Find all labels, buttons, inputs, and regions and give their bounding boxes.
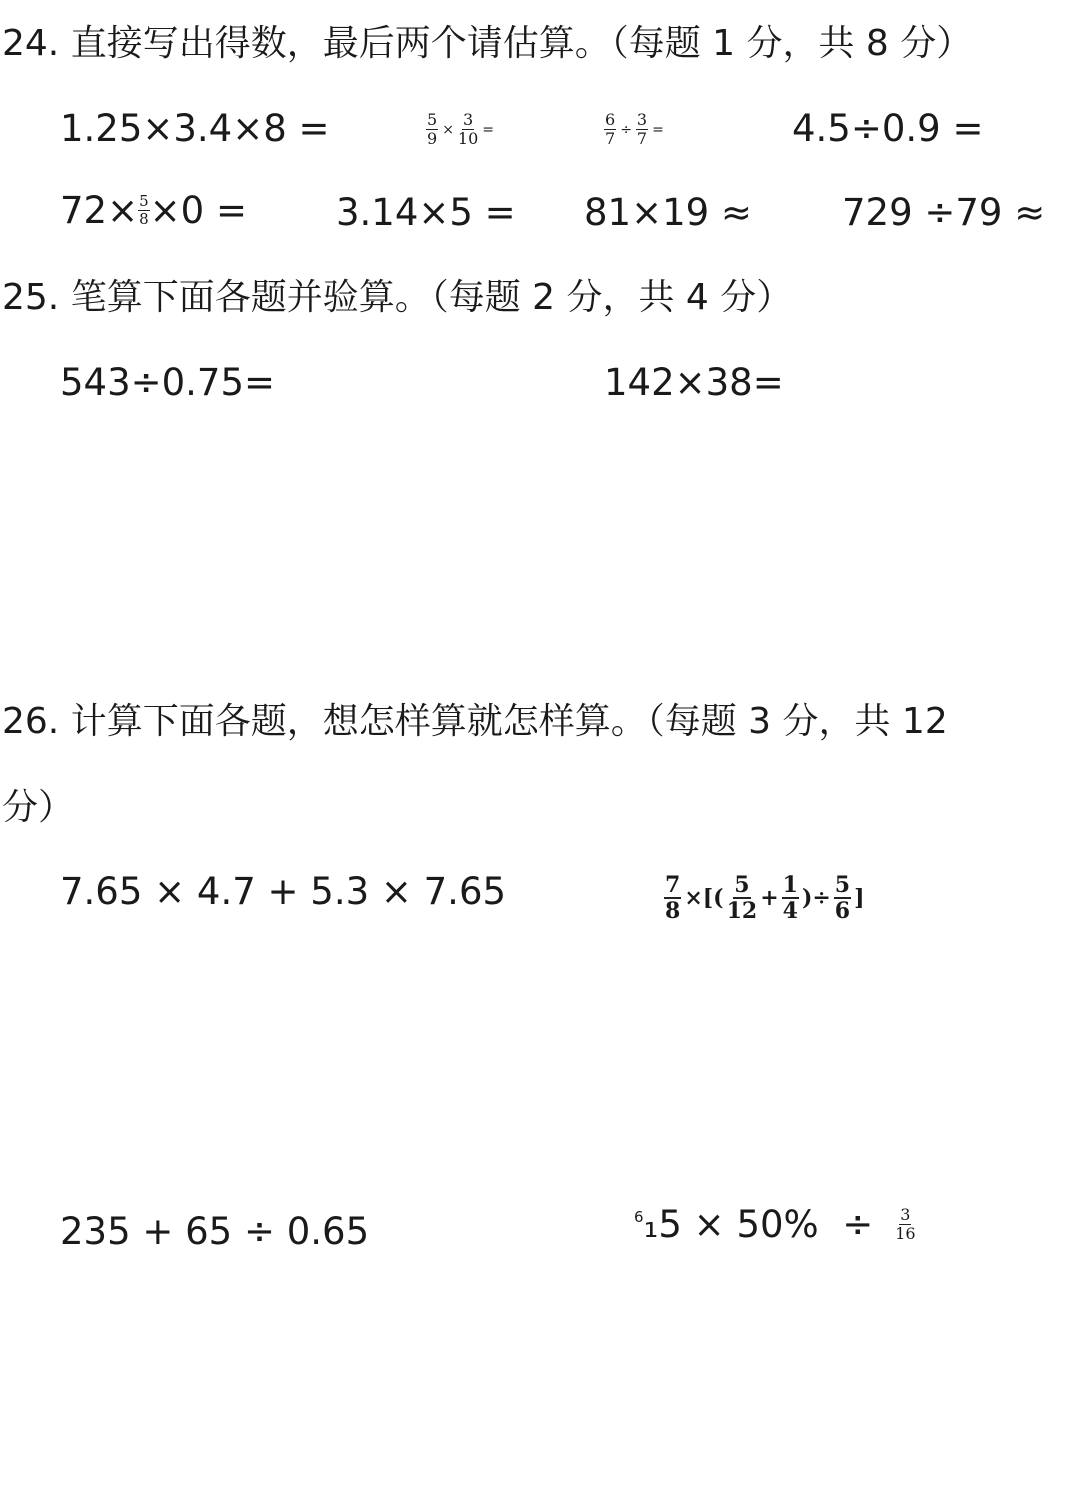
q26-problem-1: 7.65 × 4.7 + 5.3 × 7.65 [60,870,507,913]
fraction: $\frac{1}{4}$ [782,872,798,924]
fraction: $\frac{3}{16}$ [895,1205,916,1243]
q24-problem-2: $\frac{5}{9}$ × $\frac{3}{10}$ = [427,110,495,148]
q24-problem-4: 4.5÷0.9 = [792,107,984,150]
q24-problem-1: 1.25×3.4×8 = [60,107,330,150]
fraction: $\frac{7}{8}$ [665,872,681,924]
q25-problem-2: 142×38= [604,361,784,404]
fraction: $\frac{3}{10}$ [457,110,479,148]
q26-problem-2: $\frac{7}{8}$ ×[( $\frac{5}{12}$ + $\frac{1}{4}$ )÷ $\frac{5}{6}$ ] [665,872,865,924]
q25-title: 25. 笔算下面各题并验算。（每题 2 分，共 4 分） [2,277,793,318]
q25-problem-1: 543÷0.75= [60,361,276,404]
fraction: $\frac{3}{7}$ [636,110,648,148]
q24-problem-8: 729 ÷79 ≈ [842,191,1046,234]
fraction: $\frac{6}{7}$ [605,110,616,148]
q26-title-cont: 分） [2,787,75,828]
q24-problem-5: 72× $\frac{5}{8}$ ×0 = [60,189,247,232]
fraction: $\frac{5}{6}$ [834,872,851,924]
fraction: $\frac{5}{9}$ [427,110,438,148]
q24-problem-3: $\frac{6}{7}$ ÷ $\frac{3}{7}$ = [605,110,664,148]
q26-problem-4: 6 ₁5 × 50% ÷ $\frac{3}{16}$ [634,1203,916,1246]
fraction: $\frac{5}{12}$ [726,872,758,924]
q24-problem-7: 81×19 ≈ [584,191,752,234]
q24-problem-6: 3.14×5 = [336,191,516,234]
superscript-digit: 6 [634,1208,644,1226]
q26-title: 26. 计算下面各题，想怎样算就怎样算。（每题 3 分，共 12 [2,701,948,742]
fraction: $\frac{5}{8}$ [139,192,149,228]
q24-title: 24. 直接写出得数，最后两个请估算。（每题 1 分，共 8 分） [2,23,973,64]
q26-problem-3: 235 + 65 ÷ 0.65 [60,1210,370,1253]
